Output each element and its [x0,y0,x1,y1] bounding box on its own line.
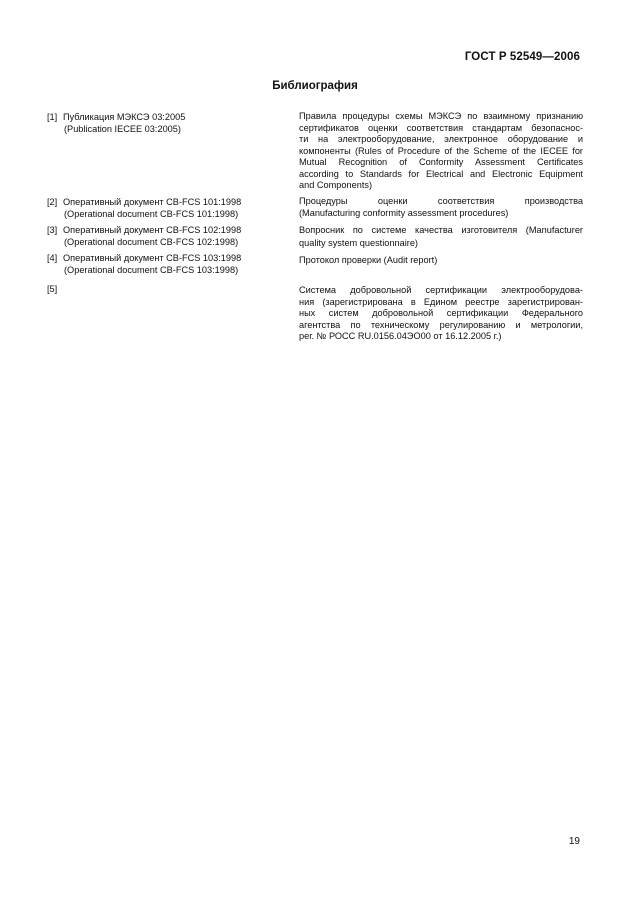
entry-desc-line: quality system questionnaire) [299,237,418,248]
entry-source-line2: (Publication IECEE 03:2005) [64,124,181,134]
entry-source-line1: Оперативный документ CB-FCS 103:1998 [63,253,242,263]
entry-desc-line: Процедуры оценки соответствия производства [299,196,583,206]
entry-desc-line: рег. № РОСС RU.0156.04ЭО00 от 16.12.2005 г.) [299,331,502,341]
entry-source-line1: Публикация МЭКСЭ 03:2005 [63,112,186,122]
entry-desc-line: Система добровольной сертификации электрооборудова- [299,285,583,295]
entry-desc-line: сертификатов оценки соответствия стандартам безопаснос- [299,122,583,133]
entry-source-line2: (Operational document CB-FCS 101:1998) [64,209,239,219]
entry-description [299,255,583,267]
entry-description [299,196,583,219]
entry-source [47,196,277,220]
page-number: 19 [568,836,580,847]
entry-desc-line: Mutual Recognition of Conformity Assessment Certificates [299,157,583,167]
entry-description [299,285,583,343]
bibliography-title: Библиография [272,80,358,92]
entry-source [47,111,277,135]
entry-desc-line: (Manufacturing conformity assessment procedures) [299,207,509,218]
entry-desc-line: Вопросник по системе качества изготовителя (Manufacturer [299,225,583,235]
entry-source [47,224,277,248]
entry-source [47,252,277,276]
entry-ref: [2] [47,197,58,207]
entry-source-line1: Оперативный документ CB-FCS 102:1998 [63,225,242,235]
entry-desc-line: ния (зарегистрирована в Едином реестре зарегистрирован- [299,296,583,307]
entry-ref: [4] [47,253,58,263]
entry-source-line2: (Operational document CB-FCS 102:1998) [64,237,239,247]
entry-description [299,224,583,249]
entry-desc-line: Протокол проверки (Audit report) [299,255,438,265]
standard-code: ГОСТ Р 52549—2006 [464,51,580,63]
entry-desc-line: агентства по техническому регулированию и метрологии, [299,319,583,330]
entry-description [299,111,583,192]
entry-ref: [3] [47,225,58,235]
entry-source-line2: (Operational document CB-FCS 103:1998) [64,265,239,275]
entry-ref: [5] [47,284,58,294]
entry-desc-line: and Components) [299,180,373,190]
entry-desc-line: Правила процедуры схемы МЭКСЭ по взаимному признанию [299,111,583,121]
entry-source [47,283,277,295]
entry-ref: [1] [47,112,58,122]
entry-desc-line: ных систем добровольной сертификации Федерального [299,308,583,318]
entry-desc-line: компоненты (Rules of Procedure of the Scheme of the IECEE for [299,145,583,156]
entry-desc-line: ти на электрооборудование, электронное оборудование и [299,134,583,144]
entry-source-line1: Оперативный документ CB-FCS 101:1998 [63,197,242,207]
entry-desc-line: according to Standards for Electrical and Electronic Equipment [299,168,583,179]
